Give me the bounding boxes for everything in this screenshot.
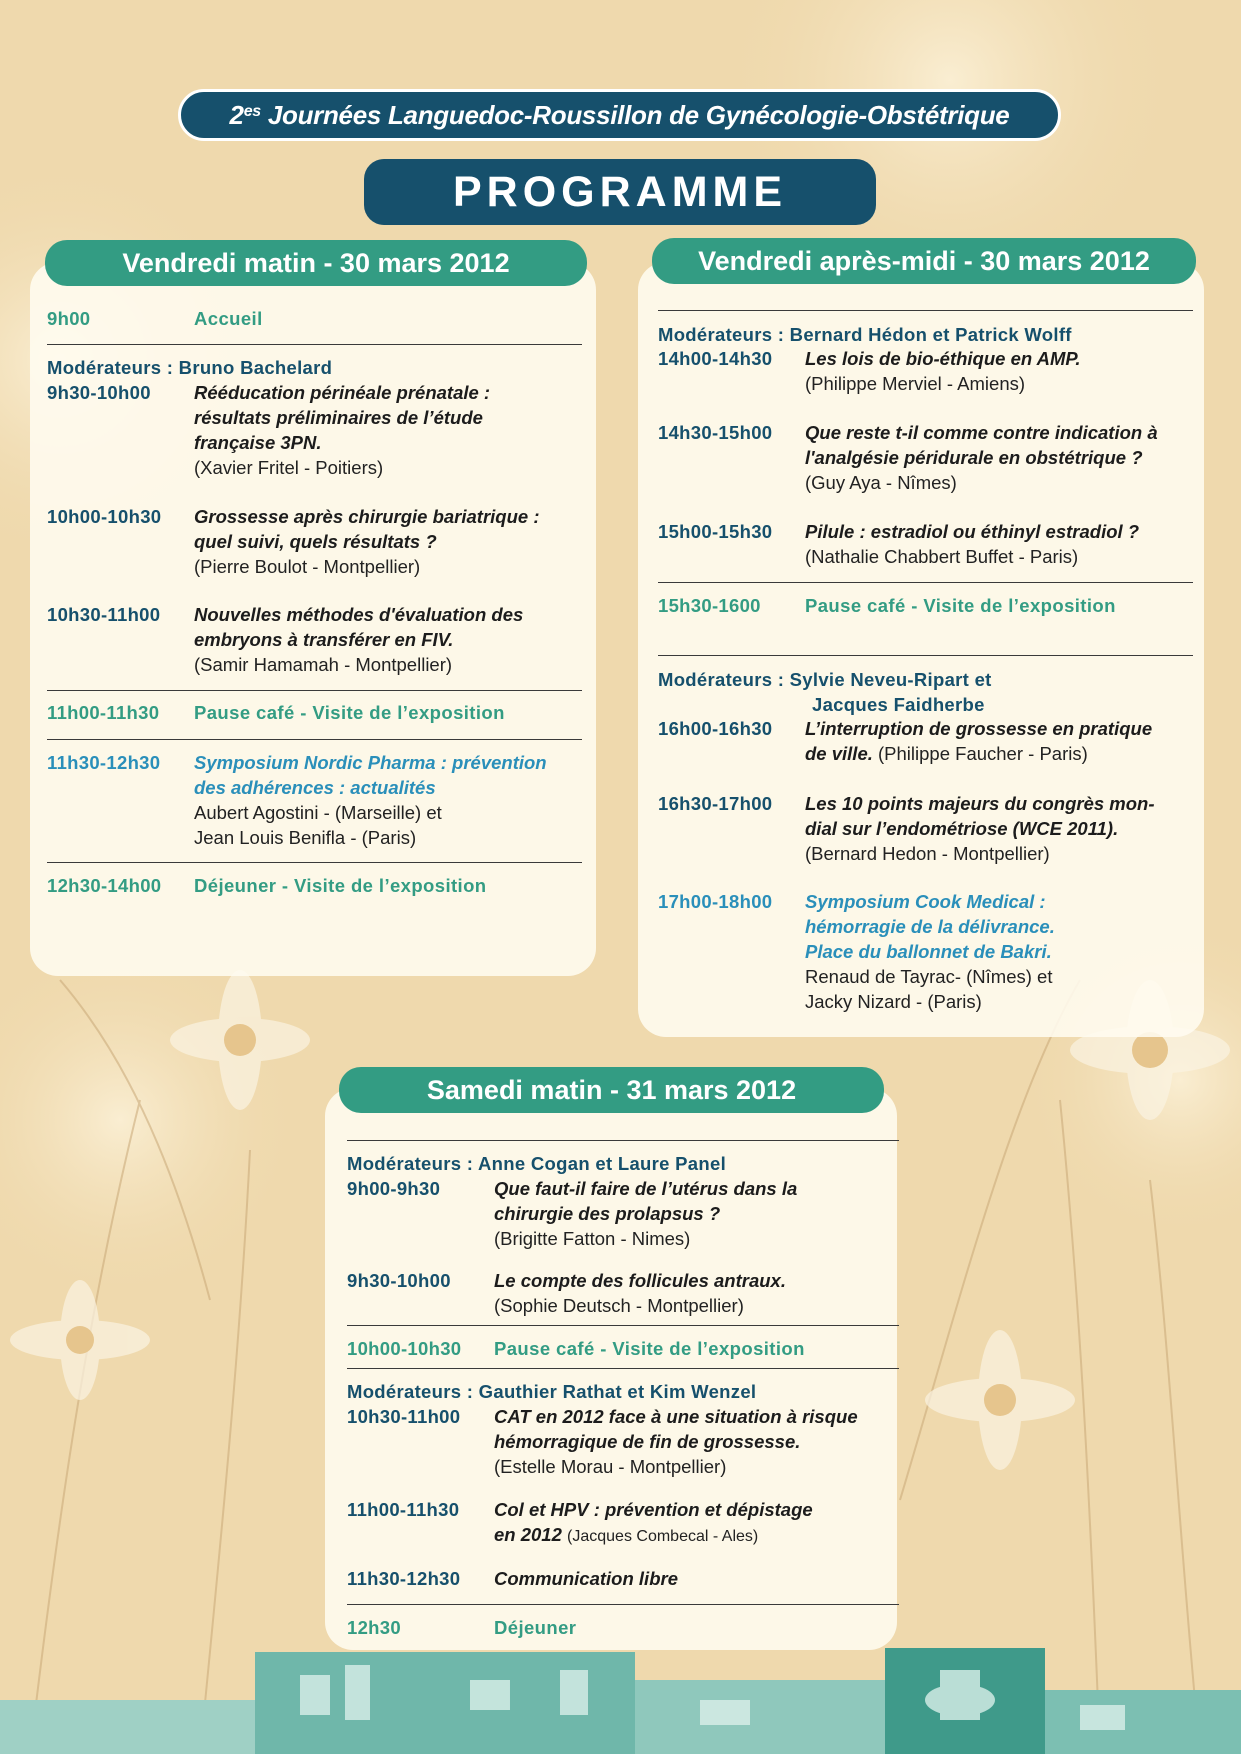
symposium-speaker-line: Aubert Agostini - (Marseille) et	[194, 802, 442, 823]
talk-speaker: (Jacques Combecal - Ales)	[567, 1528, 759, 1545]
saturday-morning-header: Samedi matin - 31 mars 2012	[339, 1067, 884, 1113]
symposium-title-line: Symposium Nordic Pharma : prévention	[194, 752, 547, 773]
lunch-label: Déjeuner - Visite de l’exposition	[194, 875, 487, 896]
talk-title-line: Rééducation périnéale prénatale :	[194, 382, 491, 403]
talk-details	[494, 1268, 786, 1318]
symposium-speaker-line: Jacky Nizard - (Paris)	[805, 991, 982, 1012]
talk-time: 10h00-10h30	[47, 506, 162, 527]
talk-title-line: CAT en 2012 face à une situation à risque	[494, 1406, 858, 1427]
divider	[658, 310, 1193, 311]
talk-details	[494, 1497, 813, 1549]
accueil-time: 9h00	[47, 308, 91, 329]
talk-title-line: française 3PN.	[194, 432, 322, 453]
talk-speaker: (Samir Hamamah - Montpellier)	[194, 654, 453, 675]
talk-speaker: (Nathalie Chabbert Buffet - Paris)	[805, 546, 1079, 567]
event-title-name: Journées Languedoc-Roussillon de Gynécologie-Obstétrique	[267, 99, 1010, 130]
talk-time: 14h30-15h00	[658, 422, 773, 443]
talk-title-line: Que faut-il faire de l’utérus dans la	[494, 1178, 798, 1199]
talk-speaker: (Pierre Boulot - Montpellier)	[194, 556, 421, 577]
talk-details	[805, 346, 1081, 396]
friday-morning-moderators: Modérateurs : Bruno Bachelard	[47, 357, 333, 378]
talk-title-line: résultats préliminaires de l’étude	[194, 407, 483, 428]
friday-afternoon-moderators-1: Modérateurs : Bernard Hédon et Patrick Wolff	[658, 324, 1072, 345]
pause-time: 11h00-11h30	[47, 702, 160, 723]
talk-speaker: (Brigitte Fatton - Nimes)	[494, 1228, 691, 1249]
talk-time: 10h30-11h00	[347, 1406, 461, 1427]
talk-time: 10h30-11h00	[47, 604, 161, 625]
talk-title-line: hémorragique de fin de grossesse.	[494, 1431, 801, 1452]
talk-speaker: (Philippe Merviel - Amiens)	[805, 373, 1026, 394]
talk-title-line: dial sur l’endométriose (WCE 2011).	[805, 818, 1119, 839]
friday-afternoon-moderators-2-cont: Jacques Faidherbe	[812, 694, 985, 715]
talk-speaker: (Estelle Morau - Montpellier)	[494, 1456, 727, 1477]
symposium-time: 11h30-12h30	[47, 752, 161, 773]
talk-title-line: Les lois de bio-éthique en AMP.	[805, 348, 1081, 369]
talk-title-line: L’interruption de grossesse en pratique	[805, 718, 1153, 739]
talk-speaker: (Guy Aya - Nîmes)	[805, 472, 957, 493]
communication-time: 11h30-12h30	[347, 1568, 461, 1589]
symposium-title-line: des adhérences : actualités	[194, 777, 436, 798]
communication-label: Communication libre	[494, 1568, 678, 1589]
talk-details	[194, 504, 539, 579]
symposium-time: 17h00-18h00	[658, 891, 773, 912]
pause-time: 15h30-1600	[658, 595, 761, 616]
event-title-ordinal-suffix: es	[243, 103, 261, 120]
talk-details	[494, 1176, 797, 1251]
pause-label: Pause café - Visite de l’exposition	[494, 1338, 805, 1359]
talk-time: 16h00-16h30	[658, 718, 773, 739]
programme-heading: PROGRAMME	[364, 159, 876, 225]
pause-label: Pause café - Visite de l’exposition	[805, 595, 1116, 616]
talk-details	[805, 716, 1152, 766]
pause-time: 10h00-10h30	[347, 1338, 462, 1359]
divider	[347, 1368, 899, 1369]
symposium-details	[194, 750, 547, 850]
lunch-time: 12h30	[347, 1617, 401, 1638]
talk-details	[194, 602, 523, 677]
divider	[347, 1325, 899, 1326]
accueil-label: Accueil	[194, 308, 263, 329]
symposium-speaker-line: Jean Louis Benifla - (Paris)	[194, 827, 417, 848]
lunch-time: 12h30-14h00	[47, 875, 162, 896]
event-title-ordinal: 2	[229, 99, 244, 130]
symposium-speaker-line: Renaud de Tayrac- (Nîmes) et	[805, 966, 1053, 987]
talk-details	[494, 1404, 858, 1479]
divider	[47, 739, 582, 740]
divider	[658, 582, 1193, 583]
symposium-title-line: Symposium Cook Medical :	[805, 891, 1046, 912]
pause-label: Pause café - Visite de l’exposition	[194, 702, 505, 723]
talk-details	[805, 519, 1139, 569]
talk-title-line: Les 10 points majeurs du congrès mon-	[805, 793, 1155, 814]
talk-title-line: de ville.	[805, 743, 873, 764]
talk-title-line: Nouvelles méthodes d'évaluation des	[194, 604, 524, 625]
divider	[47, 344, 582, 345]
saturday-moderators-1: Modérateurs : Anne Cogan et Laure Panel	[347, 1153, 727, 1174]
event-title	[178, 89, 1061, 141]
talk-time: 16h30-17h00	[658, 793, 773, 814]
friday-afternoon-header: Vendredi après-midi - 30 mars 2012	[652, 238, 1196, 284]
talk-time: 15h00-15h30	[658, 521, 773, 542]
talk-title-line: l'analgésie péridurale en obstétrique ?	[805, 447, 1143, 468]
talk-speaker: (Sophie Deutsch - Montpellier)	[494, 1295, 744, 1316]
talk-time: 9h00-9h30	[347, 1178, 441, 1199]
talk-title-line: Col et HPV : prévention et dépistage	[494, 1499, 813, 1520]
talk-time: 14h00-14h30	[658, 348, 773, 369]
talk-title-line: Grossesse après chirurgie bariatrique :	[194, 506, 540, 527]
talk-title-line: quel suivi, quels résultats ?	[194, 531, 437, 552]
friday-afternoon-moderators-2: Modérateurs : Sylvie Neveu-Ripart et	[658, 669, 992, 690]
talk-details	[805, 420, 1158, 495]
divider	[47, 862, 582, 863]
talk-speaker: (Xavier Fritel - Poitiers)	[194, 457, 384, 478]
saturday-moderators-2: Modérateurs : Gauthier Rathat et Kim Wenzel	[347, 1381, 757, 1402]
talk-speaker: (Bernard Hedon - Montpellier)	[805, 843, 1050, 864]
talk-time: 9h30-10h00	[47, 382, 151, 403]
talk-title-line: Le compte des follicules antraux.	[494, 1270, 786, 1291]
talk-details	[194, 380, 490, 480]
talk-title-line: chirurgie des prolapsus ?	[494, 1203, 721, 1224]
friday-morning-header: Vendredi matin - 30 mars 2012	[45, 240, 587, 286]
lunch-label: Déjeuner	[494, 1617, 577, 1638]
talk-time: 9h30-10h00	[347, 1270, 451, 1291]
talk-details	[805, 791, 1155, 866]
symposium-details	[805, 889, 1055, 1014]
divider	[347, 1140, 899, 1141]
symposium-title-line: hémorragie de la délivrance.	[805, 916, 1055, 937]
talk-speaker: (Philippe Faucher - Paris)	[878, 743, 1088, 764]
talk-time: 11h00-11h30	[347, 1499, 460, 1520]
talk-title-line: en 2012	[494, 1524, 562, 1545]
talk-title-line: Pilule : estradiol ou éthinyl estradiol ?	[805, 521, 1140, 542]
divider	[658, 655, 1193, 656]
divider	[47, 690, 582, 691]
talk-title-line: embryons à transférer en FIV.	[194, 629, 454, 650]
divider	[347, 1604, 899, 1605]
symposium-title-line: Place du ballonnet de Bakri.	[805, 941, 1052, 962]
talk-title-line: Que reste t-il comme contre indication à	[805, 422, 1158, 443]
